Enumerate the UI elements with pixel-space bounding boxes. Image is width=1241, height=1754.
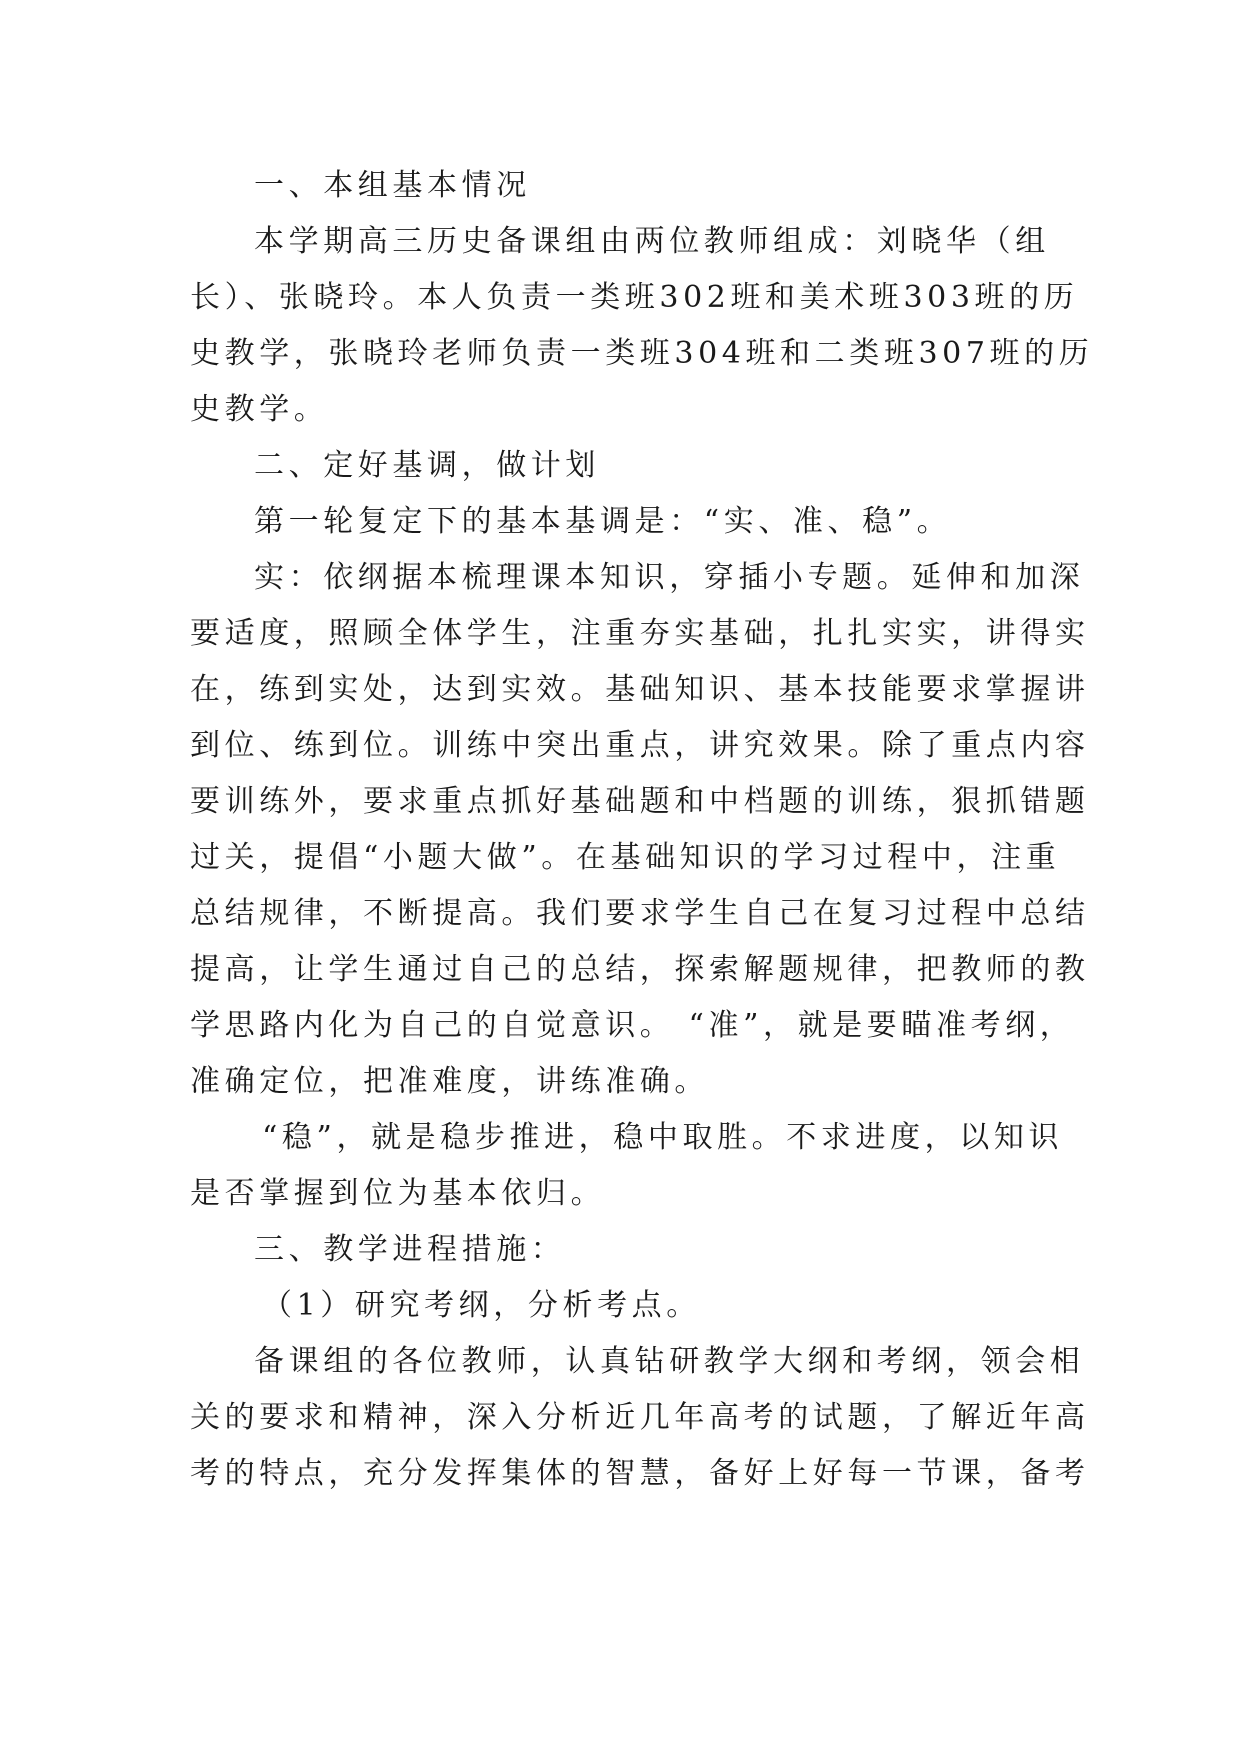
paragraph-line: 史教学，张晓玲老师负责一类班304班和二类班307班的历: [190, 336, 1094, 371]
paragraph-line: 要适度，照顾全体学生，注重夯实基础，扎扎实实，讲得实: [190, 616, 1090, 651]
paragraph-line: 准确定位，把准难度，讲练准确。: [190, 1064, 709, 1099]
paragraph-line: 在，练到实处，达到实效。基础知识、基本技能要求掌握讲: [190, 672, 1090, 707]
paragraph-line: 长）、张晓玲。本人负责一类班302班和美术班303班的历: [190, 280, 1079, 315]
paragraph-line: 本学期高三历史备课组由两位教师组成：刘晓华（组: [254, 224, 1050, 259]
paragraph-line: 第一轮复定下的基本基调是：“实、准、稳”。: [254, 504, 952, 539]
paragraph-line: 备课组的各位教师，认真钻研教学大纲和考纲，领会相: [254, 1344, 1085, 1379]
paragraph-line: 史教学。: [190, 392, 329, 427]
paragraph-line: “稳”，就是稳步推进，稳中取胜。不求进度，以知识: [262, 1120, 1064, 1155]
paragraph-line: 过关，提倡“小题大做”。在基础知识的学习过程中，注重: [190, 840, 1061, 875]
section-heading-3: 三、教学进程措施：: [254, 1232, 566, 1267]
paragraph-line: 要训练外，要求重点抓好基础题和中档题的训练，狠抓错题: [190, 784, 1090, 819]
paragraph-line: 实：依纲据本梳理课本知识，穿插小专题。延伸和加深: [254, 560, 1085, 595]
paragraph-line: 总结规律，不断提高。我们要求学生自己在复习过程中总结: [190, 896, 1090, 931]
paragraph-line: 是否掌握到位为基本依归。: [190, 1176, 606, 1211]
paragraph-line: 提高，让学生通过自己的总结，探索解题规律，把教师的教: [190, 952, 1090, 987]
sub-heading: （1）研究考纲，分析考点。: [262, 1288, 701, 1323]
section-heading-1: 一、本组基本情况: [254, 168, 531, 203]
paragraph-line: 学思路内化为自己的自觉意识。 “准”，就是要瞄准考纲，: [190, 1008, 1075, 1043]
paragraph-line: 到位、练到位。训练中突出重点，讲究效果。除了重点内容: [190, 728, 1090, 763]
paragraph-line: 关的要求和精神，深入分析近几年高考的试题，了解近年高: [190, 1400, 1090, 1435]
paragraph-line: 考的特点，充分发挥集体的智慧，备好上好每一节课，备考: [190, 1456, 1090, 1491]
section-heading-2: 二、定好基调，做计划: [254, 448, 600, 483]
